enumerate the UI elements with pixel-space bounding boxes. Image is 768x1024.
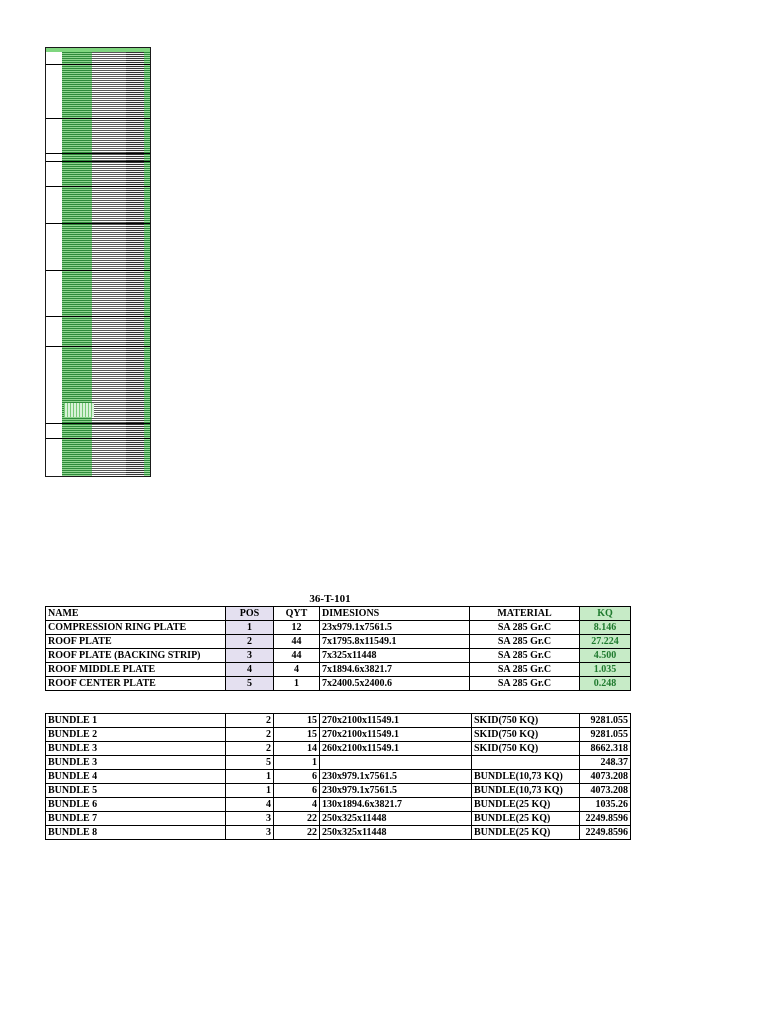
bundle-dimensions-cell: 270x2100x11549.1 (320, 728, 472, 742)
plate-kq-cell: 8.146 (580, 621, 631, 635)
bundle-pos-cell: 2 (226, 714, 274, 728)
thumbnail-block-divider (46, 186, 150, 187)
plate-pos-cell: 1 (226, 621, 274, 635)
plates-table-body (46, 607, 631, 691)
plates-table (45, 606, 631, 691)
header-qyt: QYT (274, 607, 320, 621)
thumbnail-block-divider (46, 64, 150, 65)
thumbnail-block-divider (46, 223, 150, 224)
bundle-packing-cell: BUNDLE(10,73 KQ) (472, 784, 580, 798)
plate-dimensions-cell: 7x1894.6x3821.7 (320, 663, 470, 677)
bundle-qyt-cell: 22 (274, 826, 320, 840)
header-material: MATERIAL (470, 607, 580, 621)
table-row (46, 812, 631, 826)
bundle-name-cell: BUNDLE 8 (46, 826, 226, 840)
table-row (46, 784, 631, 798)
plate-pos-cell: 4 (226, 663, 274, 677)
bundle-dimensions-cell: 250x325x11448 (320, 812, 472, 826)
bundle-name-cell: BUNDLE 2 (46, 728, 226, 742)
plate-dimensions-cell: 23x979.1x7561.5 (320, 621, 470, 635)
bundle-pos-cell: 4 (226, 798, 274, 812)
plate-qyt-cell: 1 (274, 677, 320, 691)
sheet-title: 36-T-101 (309, 593, 351, 605)
bundle-dimensions-cell: 260x2100x11549.1 (320, 742, 472, 756)
bundle-pos-cell: 2 (226, 728, 274, 742)
plate-qyt-cell: 44 (274, 649, 320, 663)
bundle-weight-cell: 9281.055 (580, 728, 631, 742)
plate-material-cell: SA 285 Gr.C (470, 677, 580, 691)
thumbnail-block-divider (46, 346, 150, 347)
bundle-name-cell: BUNDLE 1 (46, 714, 226, 728)
bundle-pos-cell: 2 (226, 742, 274, 756)
bundle-dimensions-cell: 250x325x11448 (320, 826, 472, 840)
bundle-name-cell: BUNDLE 7 (46, 812, 226, 826)
bundle-dimensions-cell: 230x979.1x7561.5 (320, 770, 472, 784)
bundle-dimensions-cell: 130x1894.6x3821.7 (320, 798, 472, 812)
bundle-weight-cell: 4073.208 (580, 784, 631, 798)
table-row (46, 826, 631, 840)
plate-qyt-cell: 44 (274, 635, 320, 649)
bundle-weight-cell: 4073.208 (580, 770, 631, 784)
plate-name-cell: ROOF PLATE (46, 635, 226, 649)
plate-name-cell: ROOF PLATE (BACKING STRIP) (46, 649, 226, 663)
thumbnail-kq-column (144, 52, 150, 476)
bundle-qyt-cell: 6 (274, 784, 320, 798)
thumbnail-block-divider (46, 161, 150, 162)
bundle-dimensions-cell: 270x2100x11549.1 (320, 714, 472, 728)
bundle-packing-cell: BUNDLE(25 KQ) (472, 798, 580, 812)
plate-name-cell: ROOF CENTER PLATE (46, 677, 226, 691)
thumbnail-block-divider (46, 118, 150, 119)
bundle-weight-cell: 2249.8596 (580, 826, 631, 840)
bundle-name-cell: BUNDLE 6 (46, 798, 226, 812)
plate-material-cell: SA 285 Gr.C (470, 649, 580, 663)
thumbnail-block-divider (46, 153, 150, 154)
bundle-packing-cell: BUNDLE(25 KQ) (472, 812, 580, 826)
bundle-packing-cell: SKID(750 KQ) (472, 742, 580, 756)
plate-name-cell: ROOF MIDDLE PLATE (46, 663, 226, 677)
plate-pos-cell: 3 (226, 649, 274, 663)
table-row (46, 677, 631, 691)
thumbnail-block-divider (46, 423, 150, 424)
bundle-name-cell: BUNDLE 5 (46, 784, 226, 798)
table-row (46, 663, 631, 677)
plate-kq-cell: 27.224 (580, 635, 631, 649)
bundle-pos-cell: 3 (226, 826, 274, 840)
table-row (46, 635, 631, 649)
table-row (46, 742, 631, 756)
bundle-pos-cell: 1 (226, 784, 274, 798)
bundle-qyt-cell: 1 (274, 756, 320, 770)
bundle-weight-cell: 8662.318 (580, 742, 631, 756)
bundle-weight-cell: 2249.8596 (580, 812, 631, 826)
plate-kq-cell: 0.248 (580, 677, 631, 691)
bundle-qyt-cell: 15 (274, 714, 320, 728)
bundle-packing-cell (472, 756, 580, 770)
table-row (46, 770, 631, 784)
bundle-dimensions-cell (320, 756, 472, 770)
bundle-packing-cell: SKID(750 KQ) (472, 714, 580, 728)
bundle-pos-cell: 1 (226, 770, 274, 784)
plate-pos-cell: 2 (226, 635, 274, 649)
bundle-qyt-cell: 6 (274, 770, 320, 784)
bundle-weight-cell: 9281.055 (580, 714, 631, 728)
bundle-qyt-cell: 4 (274, 798, 320, 812)
thumbnail-block-divider (46, 316, 150, 317)
bundle-name-cell: BUNDLE 4 (46, 770, 226, 784)
thumbnail-value-column (126, 52, 144, 476)
thumbnail-data-column (92, 52, 126, 476)
plate-qyt-cell: 12 (274, 621, 320, 635)
bundle-weight-cell: 1035.26 (580, 798, 631, 812)
thumbnail-block-divider (46, 438, 150, 439)
plate-kq-cell: 1.035 (580, 663, 631, 677)
table-row (46, 649, 631, 663)
header-kq: KQ (580, 607, 631, 621)
bundle-packing-cell: BUNDLE(10,73 KQ) (472, 770, 580, 784)
plate-kq-cell: 4.500 (580, 649, 631, 663)
sheet-thumbnail (45, 47, 151, 477)
thumbnail-label-column (46, 52, 63, 476)
bundle-pos-cell: 5 (226, 756, 274, 770)
plate-dimensions-cell: 7x1795.8x11549.1 (320, 635, 470, 649)
thumbnail-highlight-patch (64, 403, 94, 417)
bundle-qyt-cell: 22 (274, 812, 320, 826)
plate-material-cell: SA 285 Gr.C (470, 621, 580, 635)
header-pos: POS (226, 607, 274, 621)
bundles-table (45, 713, 631, 840)
bundles-table-body (46, 714, 631, 840)
bundle-packing-cell: SKID(750 KQ) (472, 728, 580, 742)
plate-dimensions-cell: 7x2400.5x2400.6 (320, 677, 470, 691)
bundle-name-cell: BUNDLE 3 (46, 756, 226, 770)
plate-pos-cell: 5 (226, 677, 274, 691)
bundle-name-cell: BUNDLE 3 (46, 742, 226, 756)
bundle-weight-cell: 248.37 (580, 756, 631, 770)
bundle-packing-cell: BUNDLE(25 KQ) (472, 826, 580, 840)
thumbnail-block-divider (46, 270, 150, 271)
plate-material-cell: SA 285 Gr.C (470, 635, 580, 649)
header-name: NAME (46, 607, 226, 621)
bundle-qyt-cell: 15 (274, 728, 320, 742)
plate-material-cell: SA 285 Gr.C (470, 663, 580, 677)
table-row (46, 756, 631, 770)
table-row (46, 798, 631, 812)
plate-dimensions-cell: 7x325x11448 (320, 649, 470, 663)
table-row (46, 728, 631, 742)
bundle-pos-cell: 3 (226, 812, 274, 826)
plate-name-cell: COMPRESSION RING PLATE (46, 621, 226, 635)
table-row (46, 621, 631, 635)
table-row (46, 714, 631, 728)
bundle-qyt-cell: 14 (274, 742, 320, 756)
plate-qyt-cell: 4 (274, 663, 320, 677)
header-dimensions: DIMESIONS (320, 607, 470, 621)
plates-header-row (46, 607, 631, 621)
bundle-dimensions-cell: 230x979.1x7561.5 (320, 784, 472, 798)
